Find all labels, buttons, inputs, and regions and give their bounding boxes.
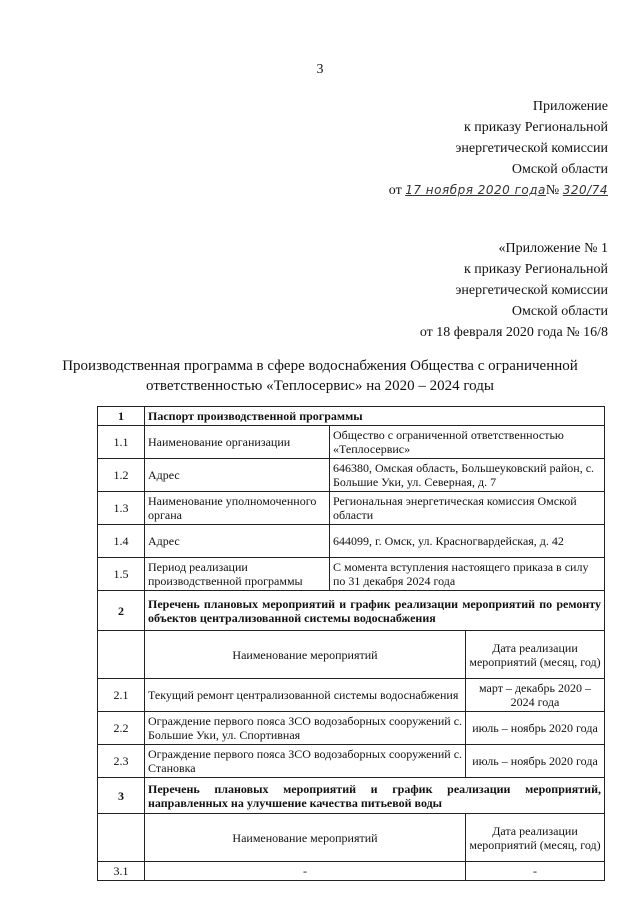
row-number: 1.2 — [98, 459, 145, 492]
row-date: июль – ноябрь 2020 года — [466, 745, 605, 778]
row-name: Ограждение первого пояса ЗСО водозаборных сооружений с. Большие Уки, ул. Спортивная — [145, 712, 466, 745]
number-sign: № — [545, 183, 560, 198]
column-header-date: Дата реализации мероприятий (месяц, год) — [466, 631, 605, 679]
empty-cell — [98, 631, 145, 679]
row-value: Общество с ограниченной ответственностью «Теплосервис» — [330, 426, 605, 459]
table-row — [98, 492, 605, 525]
section-title: Перечень плановых мероприятий и график реализации мероприятий по ремонту объектов централизованной системы водоснабжения — [145, 591, 605, 631]
row-name: Ограждение первого пояса ЗСО водозаборных сооружений с. Становка — [145, 745, 466, 778]
row-name: Текущий ремонт централизованной системы водоснабжения — [145, 679, 466, 712]
row-number: 2.3 — [98, 745, 145, 778]
page-number: 3 — [316, 62, 324, 77]
appendix-line: энергетической комиссии — [455, 141, 608, 156]
row-number: 1.3 — [98, 492, 145, 525]
row-number: 2.2 — [98, 712, 145, 745]
table-row — [98, 679, 605, 712]
table-row — [98, 712, 605, 745]
section-title: Паспорт производственной программы — [145, 407, 605, 426]
handwritten-date: 17 ноября 2020 года — [405, 183, 546, 197]
row-label: Наименование организации — [145, 426, 330, 459]
column-header-row — [98, 631, 605, 679]
table-row — [98, 862, 605, 881]
appendix-1-header — [420, 238, 608, 343]
table-row — [98, 558, 605, 591]
signed-prefix: от — [388, 183, 402, 198]
signed-line — [389, 180, 608, 201]
section-number: 2 — [98, 591, 145, 631]
row-number: 1.1 — [98, 426, 145, 459]
column-header-row — [98, 814, 605, 862]
appendix-line: Омской области — [511, 162, 608, 177]
appendix-line: Приложение — [532, 99, 608, 114]
row-label: Наименование уполномоченного органа — [145, 492, 330, 525]
column-header-date: Дата реализации мероприятий (месяц, год) — [466, 814, 605, 862]
appendix-1-line: Омской области — [511, 304, 608, 319]
column-header-name: Наименование мероприятий — [145, 631, 466, 679]
section-header-row — [98, 407, 605, 426]
row-value: 644099, г. Омск, ул. Красногвардейская, д. 42 — [330, 525, 605, 558]
program-table — [97, 406, 605, 881]
section-number: 1 — [98, 407, 145, 426]
appendix-line: к приказу Региональной — [463, 120, 608, 135]
handwritten-number: 320/74 — [562, 183, 608, 197]
section-number: 3 — [98, 778, 145, 814]
row-number: 3.1 — [98, 862, 145, 881]
table-row — [98, 426, 605, 459]
row-date: - — [466, 862, 605, 881]
row-value: Региональная энергетическая комиссия Омской области — [330, 492, 605, 525]
section-header-row — [98, 591, 605, 631]
row-date: июль – ноябрь 2020 года — [466, 712, 605, 745]
row-label: Адрес — [145, 525, 330, 558]
row-value: С момента вступления настоящего приказа в силу по 31 декабря 2024 года — [330, 558, 605, 591]
appendix-1-line: энергетической комиссии — [455, 283, 608, 298]
column-header-name: Наименование мероприятий — [145, 814, 466, 862]
appendix-1-line: «Приложение № 1 — [498, 241, 608, 256]
row-number: 2.1 — [98, 679, 145, 712]
table-row — [98, 525, 605, 558]
appendix-1-line: от 18 февраля 2020 года № 16/8 — [419, 325, 608, 340]
row-date: март – декабрь 2020 – 2024 года — [466, 679, 605, 712]
row-name: - — [145, 862, 466, 881]
appendix-header — [389, 96, 608, 201]
section-header-row — [98, 778, 605, 814]
empty-cell — [98, 814, 145, 862]
table-row — [98, 459, 605, 492]
row-number: 1.4 — [98, 525, 145, 558]
document-title: Производственная программа в сфере водоснабжения Общества с ограниченной ответственностью «Теплосервис» на 2020 – 2024 годы — [62, 358, 578, 394]
row-label: Адрес — [145, 459, 330, 492]
table-row — [98, 745, 605, 778]
row-value: 646380, Омская область, Большеуковский район, с. Большие Уки, ул. Северная, д. 7 — [330, 459, 605, 492]
row-number: 1.5 — [98, 558, 145, 591]
section-title: Перечень плановых мероприятий и график реализации мероприятий, направленных на улучшение качества питьевой воды — [145, 778, 605, 814]
row-label: Период реализации производственной программы — [145, 558, 330, 591]
appendix-1-line: к приказу Региональной — [463, 262, 608, 277]
